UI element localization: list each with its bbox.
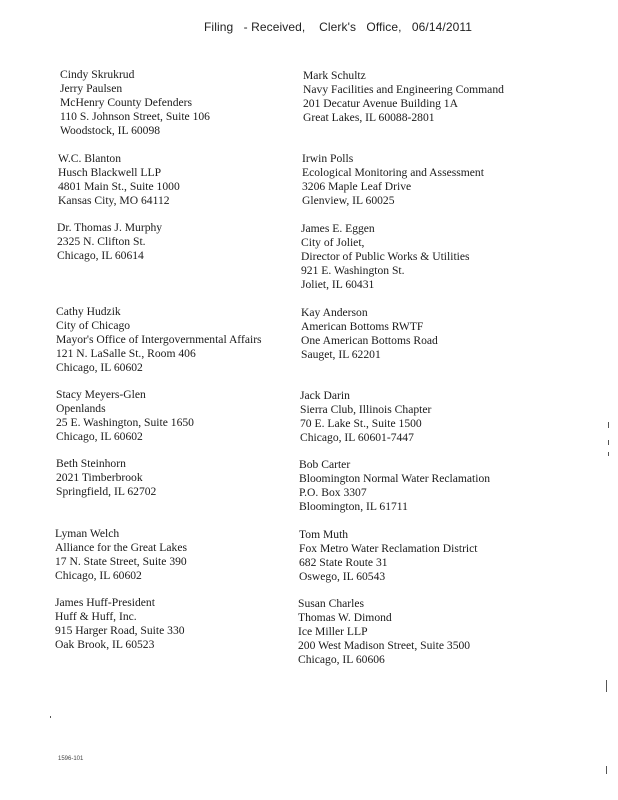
address-line: 915 Harger Road, Suite 330 (55, 624, 185, 637)
address-line: Oak Brook, IL 60523 (55, 638, 155, 651)
address-line: Thomas W. Dimond (298, 611, 392, 624)
address-line: Irwin Polls (302, 152, 354, 165)
address-block (60, 68, 210, 138)
address-line: Mayor's Office of Intergovernmental Affairs (56, 333, 262, 346)
address-line: Dr. Thomas J. Murphy (57, 221, 163, 234)
address-line: James E. Eggen (301, 222, 375, 235)
address-line: Bloomington Normal Water Reclamation (299, 472, 491, 485)
address-line: W.C. Blanton (58, 152, 122, 165)
address-block (56, 305, 262, 375)
address-line: Great Lakes, IL 60088-2801 (303, 111, 435, 124)
address-line: Lyman Welch (55, 527, 120, 540)
address-line: American Bottoms RWTF (301, 320, 424, 333)
address-line: Chicago, IL 60614 (57, 249, 144, 262)
address-line: Husch Blackwell LLP (58, 166, 162, 179)
address-line: Glenview, IL 60025 (302, 194, 395, 207)
scan-mark (608, 452, 609, 456)
scan-mark (608, 422, 609, 428)
address-line: Huff & Huff, Inc. (55, 610, 137, 623)
address-block (299, 528, 478, 584)
address-line: P.O. Box 3307 (299, 486, 367, 499)
address-line: 4801 Main St., Suite 1000 (58, 180, 180, 193)
address-line: City of Chicago (56, 319, 131, 332)
address-line: James Huff-President (55, 596, 155, 609)
address-line: 25 E. Washington, Suite 1650 (56, 416, 194, 429)
address-line: Openlands (56, 402, 106, 415)
address-line: Sierra Club, Illinois Chapter (300, 403, 432, 416)
filing-header: Filing - Received, Clerk's Office, 06/14/2011 (204, 20, 473, 34)
address-block (301, 222, 470, 292)
address-line: Chicago, IL 60602 (56, 430, 143, 443)
address-line: Jack Darin (300, 389, 350, 402)
address-line: One American Bottoms Road (301, 334, 438, 347)
address-line: Susan Charles (298, 597, 365, 610)
address-line: Chicago, IL 60602 (55, 569, 142, 582)
address-line: Bloomington, IL 61711 (299, 500, 408, 513)
address-line: 2325 N. Clifton St. (57, 235, 146, 248)
address-line: Springfield, IL 62702 (56, 485, 157, 498)
address-line: Navy Facilities and Engineering Command (303, 83, 504, 96)
address-line: 682 State Route 31 (299, 556, 388, 569)
address-line: Ice Miller LLP (298, 625, 368, 638)
address-block (55, 527, 187, 583)
address-line: 200 West Madison Street, Suite 3500 (298, 639, 471, 652)
address-line: Director of Public Works & Utilities (301, 250, 470, 263)
address-line: Stacy Meyers-Glen (56, 388, 146, 401)
address-line: McHenry County Defenders (60, 96, 193, 109)
address-block (55, 596, 185, 652)
address-block (300, 389, 431, 445)
address-line: Cindy Skrukrud (60, 68, 135, 81)
address-line: 70 E. Lake St., Suite 1500 (300, 417, 422, 430)
scan-mark (606, 766, 607, 774)
address-line: Kay Anderson (301, 306, 368, 319)
address-line: 110 S. Johnson Street, Suite 106 (60, 110, 210, 123)
address-block (57, 221, 162, 263)
scan-mark (50, 716, 51, 718)
address-line: 2021 Timberbrook (56, 471, 143, 484)
scan-mark (608, 440, 609, 445)
address-line: Jerry Paulsen (60, 82, 123, 95)
address-line: Chicago, IL 60606 (298, 653, 385, 666)
address-block (302, 152, 484, 208)
address-line: 17 N. State Street, Suite 390 (55, 555, 187, 568)
address-line: Fox Metro Water Reclamation District (299, 542, 478, 555)
address-line: 921 E. Washington St. (301, 264, 405, 277)
scan-mark (606, 680, 607, 692)
address-line: Tom Muth (299, 528, 349, 541)
address-block (56, 457, 156, 499)
address-line: Ecological Monitoring and Assessment (302, 166, 484, 179)
address-line: City of Joliet, (301, 236, 365, 249)
address-line: Sauget, IL 62201 (301, 348, 381, 361)
address-block (298, 597, 470, 667)
address-line: Cathy Hudzik (56, 305, 121, 318)
address-line: Woodstock, IL 60098 (60, 124, 161, 137)
address-line: 121 N. LaSalle St., Room 406 (56, 347, 196, 360)
address-line: Alliance for the Great Lakes (55, 541, 187, 554)
address-line: 201 Decatur Avenue Building 1A (303, 97, 458, 110)
address-line: 3206 Maple Leaf Drive (302, 180, 412, 193)
address-line: Beth Steinhorn (56, 457, 126, 470)
address-line: Kansas City, MO 64112 (58, 194, 170, 207)
address-block (303, 69, 504, 125)
address-line: Oswego, IL 60543 (299, 570, 386, 583)
address-line: Chicago, IL 60601-7447 (300, 431, 414, 444)
address-line: Joliet, IL 60431 (301, 278, 375, 291)
address-line: Chicago, IL 60602 (56, 361, 143, 374)
address-block (56, 388, 194, 444)
address-block (299, 458, 490, 514)
address-line: Mark Schultz (303, 69, 366, 82)
address-line: Bob Carter (299, 458, 351, 471)
address-block (58, 152, 180, 208)
page-footer-code: 1596-101 (58, 756, 84, 762)
address-block (301, 306, 438, 362)
